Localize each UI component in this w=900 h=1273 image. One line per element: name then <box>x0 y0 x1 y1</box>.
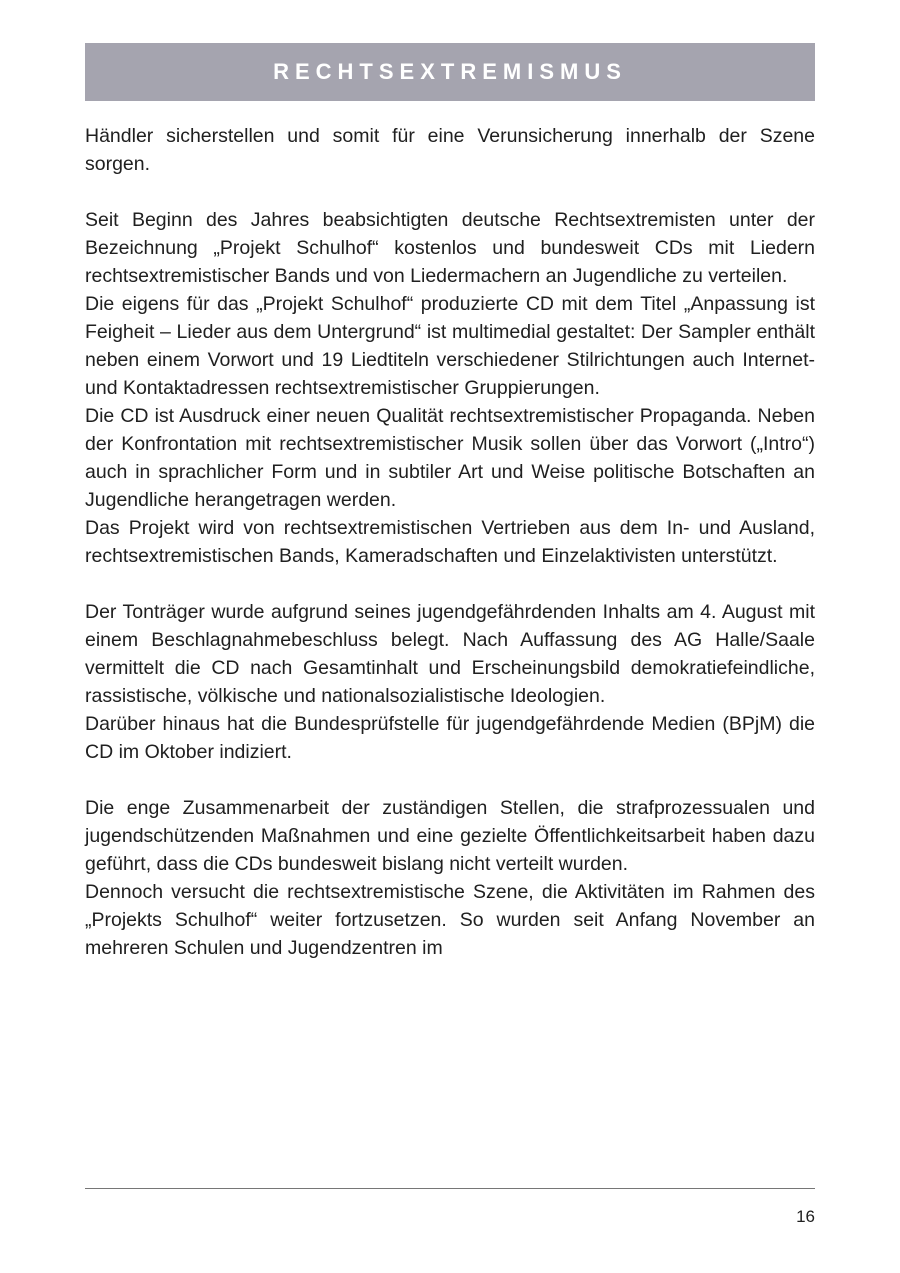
page-number: 16 <box>796 1207 815 1226</box>
body-text <box>85 122 815 962</box>
paragraph: Händler sicherstellen und somit für eine Verunsicherung innerhalb der Szene sorgen. <box>85 125 815 175</box>
paragraph: Der Tonträger wurde aufgrund seines jugendgefährdenden Inhalts am 4. August mit einem Beschlagnahmebeschluss belegt. Nach Auffassung des AG Halle/Saale vermittelt die CD nach Gesamtinhalt und Erscheinungsbild demokratiefeindliche, rassistische, völkische und nationalsozialistische Ideologien. <box>85 601 815 707</box>
paragraph: Die enge Zusammenarbeit der zuständigen Stellen, die strafprozessualen und jugendschützenden Maßnahmen und eine gezielte Öffentlichkeitsarbeit haben dazu geführt, dass die CDs bundesweit bislang nicht verteilt wurden. <box>85 797 815 875</box>
footer-divider <box>85 1188 815 1189</box>
paragraph: Das Projekt wird von rechtsextremistischen Vertrieben aus dem In- und Ausland, rechtsextremistischen Bands, Kameradschaften und Einzelaktivisten unterstützt. <box>85 517 815 567</box>
section-banner <box>85 43 815 101</box>
paragraph: Dennoch versucht die rechtsextremistische Szene, die Aktivitäten im Rahmen des „Projekts Schulhof“ weiter fortzusetzen. So wurden seit Anfang November an mehreren Schulen und Jugendzentren im <box>85 881 815 959</box>
paragraph: Die CD ist Ausdruck einer neuen Qualität rechtsextremistischer Propaganda. Neben der Konfrontation mit rechtsextremistischer Musik sollen über das Vorwort („Intro“) auch in sprachlicher Form und in subtiler Art und Weise politische Botschaften an Jugendliche herangetragen werden. <box>85 405 815 511</box>
section-title: RECHTSEXTREMISMUS <box>273 59 627 84</box>
paragraph: Darüber hinaus hat die Bundesprüfstelle für jugendgefährdende Medien (BPjM) die CD im Oktober indiziert. <box>85 713 815 763</box>
paragraph: Seit Beginn des Jahres beabsichtigten deutsche Rechtsextremisten unter der Bezeichnung „Projekt Schulhof“ kostenlos und bundesweit CDs mit Liedern rechtsextremistischer Bands und von Liedermachern an Jugendliche zu verteilen. <box>85 209 815 287</box>
paragraph: Die eigens für das „Projekt Schulhof“ produzierte CD mit dem Titel „Anpassung ist Feigheit – Lieder aus dem Untergrund“ ist multimedial gestaltet: Der Sampler enthält neben einem Vorwort und 19 Liedtiteln verschiedener Stilrichtungen auch Internet- und Kontaktadressen rechtsextremistischer Gruppierungen. <box>85 293 815 399</box>
